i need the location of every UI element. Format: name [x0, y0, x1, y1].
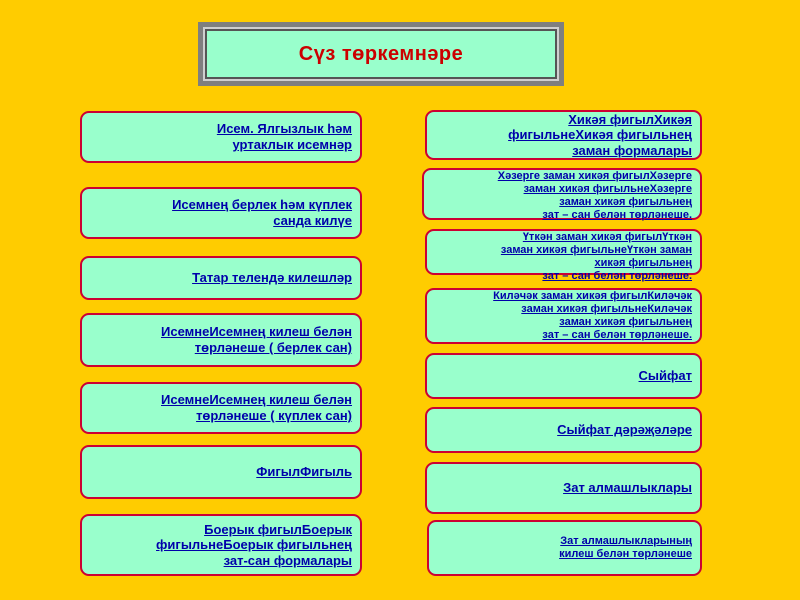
card-line: заман хикәя фигыльнең [559, 195, 692, 208]
card-line: фигыльнеХикәя фигыльнең [508, 127, 692, 143]
link-card-syjfat-darajalare[interactable] [425, 407, 702, 453]
link-card-isem[interactable] [80, 111, 362, 163]
card-line: уртаклык исемнәр [232, 137, 352, 152]
link-card-boeryk[interactable] [80, 514, 362, 576]
card-line: Татар телендә килешләр [192, 270, 352, 286]
card-line: Зат алмашлыкларының [560, 535, 692, 548]
card-line: ФигылФигыль [256, 464, 352, 480]
page-title: Сүз төркемнәре [298, 42, 464, 65]
card-line: зат-сан формалары [223, 552, 352, 568]
card-line: килеш белән төрләнеше [559, 548, 692, 560]
card-line: зат – сан белән төрләнеше. [542, 208, 692, 221]
card-line: Исем. Ялгызлык һәм [216, 121, 352, 137]
link-card-isem-kuplek[interactable] [80, 382, 362, 434]
card-line: Үткән заман хикәя фигылҮткән [522, 231, 692, 243]
card-line: фигыльнеБоерык фигыльнең [156, 537, 352, 553]
link-card-utken[interactable] [425, 229, 702, 282]
card-line: төрләнеше ( берлек сан) [194, 340, 352, 355]
card-line: төрләнеше ( күплек сан) [196, 408, 352, 423]
card-line: заман хикәя фигыльнеХәзерге [523, 182, 692, 195]
card-line: Исемнең берлек һәм күплек [172, 197, 352, 213]
link-card-hazerge[interactable] [422, 168, 702, 220]
card-line: заман формалары [572, 142, 692, 158]
link-card-berlek-kuplek[interactable] [80, 187, 362, 239]
card-line: хикәя фигыльнең [594, 256, 692, 269]
card-line: Сыйфат дәрәҗәләре [557, 422, 692, 438]
card-line: санда килүе [273, 213, 352, 228]
card-line: зат – сан белән төрләнеше. [542, 328, 692, 341]
card-line: Сыйфат [638, 368, 692, 384]
link-card-hikaya[interactable] [425, 110, 702, 160]
card-line: ИсемнеИсемнең килеш белән [161, 392, 352, 408]
card-line: заман хикәя фигыльнеКиләчәк [521, 302, 692, 315]
link-card-kileshler[interactable] [80, 256, 362, 300]
card-line: Хәзерге заман хикәя фигылХәзерге [497, 170, 692, 182]
link-card-figyl[interactable] [80, 445, 362, 499]
card-line: Хикәя фигылХикәя [568, 111, 692, 127]
link-card-zat-almashlyklary[interactable] [425, 462, 702, 514]
card-line: Боерык фигылБоерык [204, 521, 352, 537]
card-line: Зат алмашлыклары [563, 480, 692, 496]
title-box [198, 22, 564, 86]
link-card-isem-berlek[interactable] [80, 313, 362, 367]
link-card-zat-almashlyk-kilesh[interactable] [427, 520, 702, 576]
card-line: зат – сан белән төрләнеше. [542, 269, 692, 282]
link-card-kilachak[interactable] [425, 288, 702, 344]
link-card-syjfat[interactable] [425, 353, 702, 399]
card-line: ИсемнеИсемнең килеш белән [161, 324, 352, 340]
card-line: заман хикәя фигыльнеҮткән заман [500, 243, 692, 256]
card-line: Киләчәк заман хикәя фигылКиләчәк [493, 290, 692, 302]
card-line: заман хикәя фигыльнең [559, 315, 692, 328]
